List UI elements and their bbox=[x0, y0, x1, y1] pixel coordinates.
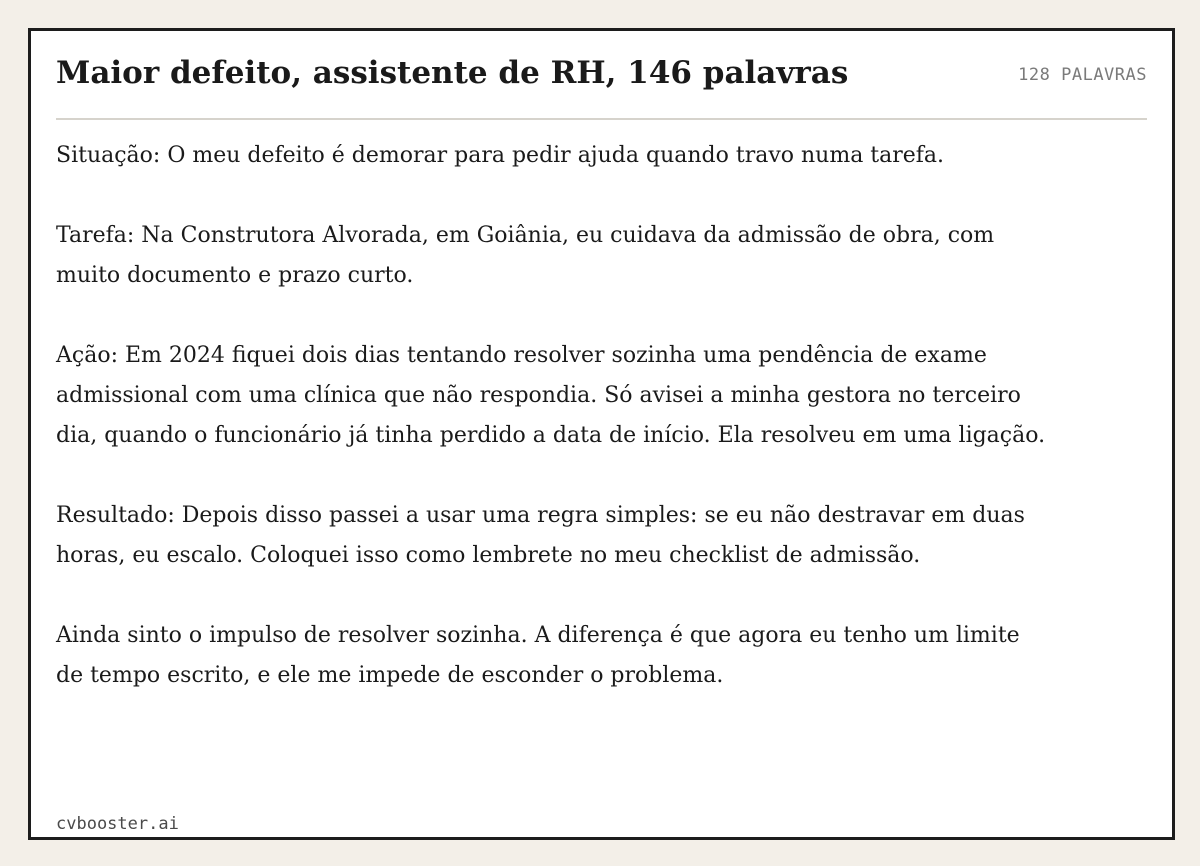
paragraph-closing: Ainda sinto o impulso de resolver sozinha. A diferença é que agora eu tenho um limite de tempo escrito, e ele me impede de esconder o problema. bbox=[56, 623, 1020, 688]
word-count-label: 128 PALAVRAS bbox=[1018, 65, 1147, 85]
answer-body bbox=[56, 136, 1046, 696]
card-header bbox=[56, 31, 1147, 120]
card-title: Maior defeito, assistente de RH, 146 palavras bbox=[56, 55, 849, 91]
paragraph-situation: Situação: O meu defeito é demorar para pedir ajuda quando travo numa tarefa. bbox=[56, 143, 945, 168]
paragraph-action: Ação: Em 2024 fiquei dois dias tentando resolver sozinha uma pendência de exame admissional com uma clínica que não respondia. Só avisei a minha gestora no terceiro dia, quando o funcionário já tinha perdido a data de início. Ela resolveu em uma ligação. bbox=[56, 343, 1046, 448]
brand-footer: cvbooster.ai bbox=[56, 814, 179, 834]
paragraph-result: Resultado: Depois disso passei a usar uma regra simples: se eu não destravar em duas horas, eu escalo. Coloquei isso como lembrete no meu checklist de admissão. bbox=[56, 503, 1025, 568]
answer-card bbox=[28, 28, 1175, 840]
paragraph-task: Tarefa: Na Construtora Alvorada, em Goiânia, eu cuidava da admissão de obra, com muito documento e prazo curto. bbox=[56, 223, 995, 288]
